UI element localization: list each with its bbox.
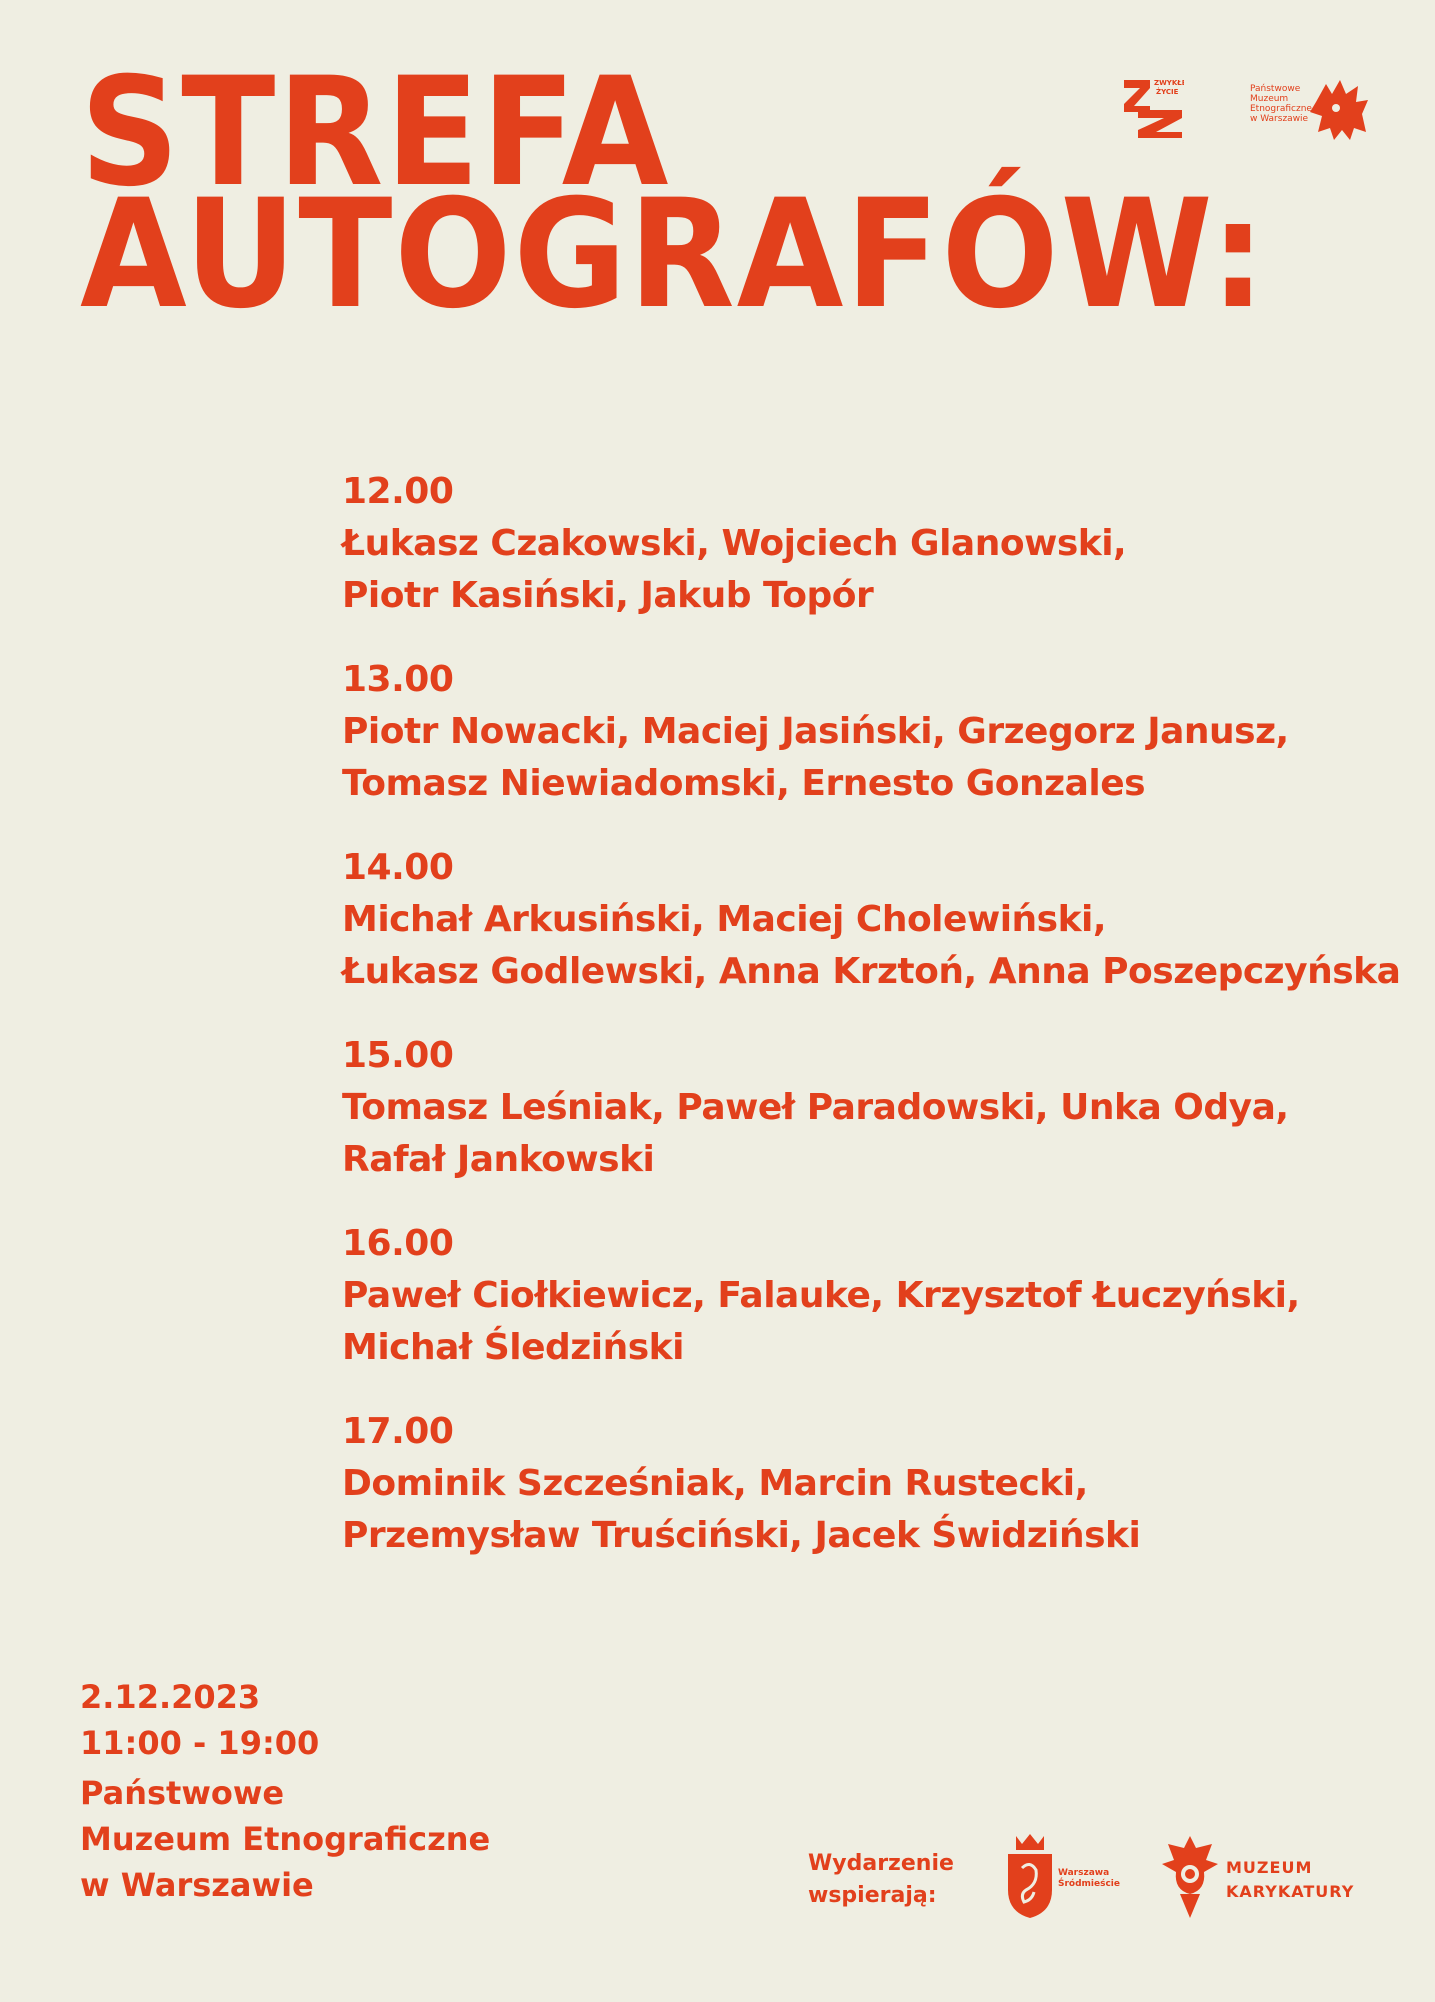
pme-logo-line: Muzeum [1250, 94, 1289, 104]
jester-icon [1160, 1834, 1220, 1920]
venue-line: Państwowe [80, 1774, 285, 1812]
zz-logo-icon [1122, 76, 1184, 140]
warszawa-logo-text [1058, 1868, 1120, 1890]
title-line-2: AUTOGRAFÓW: [80, 168, 1268, 342]
venue-line: Muzeum Etnograficzne [80, 1820, 491, 1858]
support-label [808, 1848, 954, 1912]
pme-logo-line: Etnograficzne [1250, 104, 1312, 114]
warszawa-crest-icon [1004, 1832, 1056, 1920]
slot-time: 13.00 [342, 659, 454, 700]
warszawa-logo [1004, 1832, 1124, 1920]
pme-logo-line: Państwowe [1250, 84, 1301, 94]
event-date: 2.12.2023 [80, 1678, 261, 1716]
slot-artists: Piotr Nowacki, Maciej Jasiński, Grzegorz Janusz, [342, 711, 1289, 752]
slot-artists: Łukasz Czakowski, Wojciech Glanowski, [342, 523, 1127, 564]
pme-logo-icon [1306, 72, 1374, 144]
schedule-slot [342, 654, 1382, 810]
slot-artists: Rafał Jankowski [342, 1139, 655, 1180]
schedule-slot [342, 1030, 1382, 1186]
pme-logo-text [1250, 84, 1312, 124]
support-line: Wydarzenie [808, 1851, 954, 1876]
mk-line: MUZEUM [1226, 1858, 1313, 1877]
slot-artists: Przemysław Truściński, Jacek Świdziński [342, 1515, 1141, 1556]
event-info [80, 1674, 490, 1908]
slot-artists: Łukasz Godlewski, Anna Krztoń, Anna Poszepczyńska [342, 951, 1401, 992]
slot-artists: Michał Śledziński [342, 1327, 684, 1368]
slot-artists: Dominik Szcześniak, Marcin Rustecki, [342, 1463, 1088, 1504]
event-venue [80, 1770, 490, 1908]
slot-time: 17.00 [342, 1411, 454, 1452]
schedule-slot [342, 842, 1401, 998]
schedule-slot [342, 466, 1382, 622]
warszawa-line: Warszawa [1058, 1868, 1110, 1878]
slot-artists: Michał Arkusiński, Maciej Cholewiński, [342, 899, 1107, 940]
schedule-slot [342, 1218, 1382, 1374]
slot-artists: Tomasz Niewiadomski, Ernesto Gonzales [342, 763, 1146, 804]
slot-artists: Piotr Kasiński, Jakub Topór [342, 575, 874, 616]
muzeum-karykatury-text [1226, 1856, 1354, 1904]
zz-logo-text-2: ŻYCIE [1156, 88, 1179, 96]
slot-artists: Tomasz Leśniak, Paweł Paradowski, Unka Odya, [342, 1087, 1289, 1128]
slot-time: 12.00 [342, 471, 454, 512]
event-hours: 11:00 - 19:00 [80, 1724, 320, 1762]
pme-logo [1250, 72, 1374, 144]
warszawa-line: Śródmieście [1058, 1879, 1120, 1889]
support-line: wspierają: [808, 1883, 937, 1908]
zz-logo-text-1: ZWYKŁE [1154, 79, 1184, 87]
schedule-list [342, 466, 1401, 1594]
slot-time: 16.00 [342, 1223, 454, 1264]
schedule-slot [342, 1406, 1382, 1562]
pme-logo-line: w Warszawie [1250, 114, 1309, 124]
slot-time: 14.00 [342, 847, 454, 888]
poster-title [80, 46, 1268, 342]
title-line-1: STREFA [80, 46, 671, 220]
slot-time: 15.00 [342, 1035, 454, 1076]
mk-line: KARYKATURY [1226, 1882, 1355, 1901]
venue-line: w Warszawie [80, 1866, 314, 1904]
slot-artists: Paweł Ciołkiewicz, Falauke, Krzysztof Łuczyński, [342, 1275, 1300, 1316]
muzeum-karykatury-logo [1160, 1834, 1380, 1920]
